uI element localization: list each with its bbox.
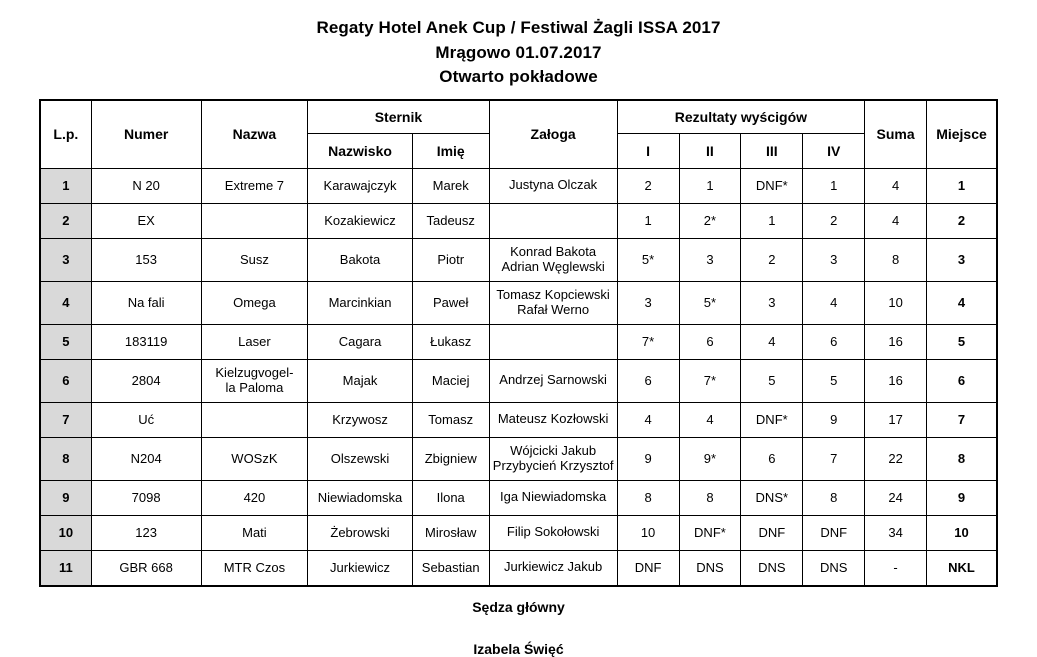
cell-zaloga bbox=[489, 168, 617, 203]
cell-race-1: 5* bbox=[617, 238, 679, 281]
header-suma: Suma bbox=[865, 100, 927, 169]
cell-race-1: 10 bbox=[617, 515, 679, 550]
cell-zaloga-line-1: Andrzej Sarnowski bbox=[499, 372, 607, 388]
cell-imie: Tadeusz bbox=[412, 203, 489, 238]
cell-miejsce: 5 bbox=[927, 324, 997, 359]
cell-race-3: DNF bbox=[741, 515, 803, 550]
cell-imie: Tomasz bbox=[412, 402, 489, 437]
cell-nazwa bbox=[201, 203, 308, 238]
cell-race-4: 8 bbox=[803, 480, 865, 515]
judge-label: Sędza główny bbox=[472, 598, 565, 615]
cell-miejsce: 10 bbox=[927, 515, 997, 550]
cell-suma: 4 bbox=[865, 203, 927, 238]
header-numer: Numer bbox=[91, 100, 201, 169]
cell-race-4: 4 bbox=[803, 281, 865, 324]
cell-miejsce: 8 bbox=[927, 437, 997, 480]
cell-race-3: 6 bbox=[741, 437, 803, 480]
cell-race-2: 9* bbox=[679, 437, 741, 480]
cell-race-1: 7* bbox=[617, 324, 679, 359]
cell-zaloga bbox=[489, 515, 617, 550]
cell-nazwa: Laser bbox=[201, 324, 308, 359]
cell-numer: 2804 bbox=[91, 359, 201, 402]
cell-race-2: 3 bbox=[679, 238, 741, 281]
cell-zaloga-line-2: Rafał Werno bbox=[517, 301, 590, 317]
cell-zaloga bbox=[489, 281, 617, 324]
cell-nazwa: Mati bbox=[201, 515, 308, 550]
cell-lp: 5 bbox=[40, 324, 91, 359]
cell-zaloga bbox=[489, 324, 617, 359]
cell-race-1: 2 bbox=[617, 168, 679, 203]
cell-suma: 4 bbox=[865, 168, 927, 203]
cell-imie: Marek bbox=[412, 168, 489, 203]
cell-nazwisko: Marcinkian bbox=[308, 281, 413, 324]
header-race-1: I bbox=[617, 133, 679, 168]
cell-numer: 153 bbox=[91, 238, 201, 281]
cell-race-4: 9 bbox=[803, 402, 865, 437]
table-row bbox=[40, 515, 997, 550]
cell-miejsce: 3 bbox=[927, 238, 997, 281]
cell-miejsce: 7 bbox=[927, 402, 997, 437]
cell-numer: 183119 bbox=[91, 324, 201, 359]
cell-imie: Mirosław bbox=[412, 515, 489, 550]
cell-nazwisko: Krzywosz bbox=[308, 402, 413, 437]
header-nazwa: Nazwa bbox=[201, 100, 308, 169]
cell-nazwisko: Kozakiewicz bbox=[308, 203, 413, 238]
table-row bbox=[40, 480, 997, 515]
header-nazwisko: Nazwisko bbox=[308, 133, 413, 168]
cell-miejsce: 2 bbox=[927, 203, 997, 238]
cell-lp: 11 bbox=[40, 550, 91, 586]
header-imie: Imię bbox=[412, 133, 489, 168]
cell-lp: 1 bbox=[40, 168, 91, 203]
cell-race-1: 3 bbox=[617, 281, 679, 324]
cell-zaloga-line-1: Filip Sokołowski bbox=[506, 524, 600, 540]
cell-zaloga-line-1: Mateusz Kozłowski bbox=[497, 411, 609, 427]
header-group-sternik: Sternik bbox=[308, 100, 489, 134]
cell-race-1: 9 bbox=[617, 437, 679, 480]
cell-suma: 34 bbox=[865, 515, 927, 550]
cell-race-2: 1 bbox=[679, 168, 741, 203]
table-row bbox=[40, 402, 997, 437]
results-table-head bbox=[40, 100, 997, 169]
cell-race-2: 8 bbox=[679, 480, 741, 515]
document-footer bbox=[0, 599, 1037, 657]
cell-race-3: DNS bbox=[741, 550, 803, 586]
cell-imie: Piotr bbox=[412, 238, 489, 281]
cell-race-4: 1 bbox=[803, 168, 865, 203]
cell-race-2: 2* bbox=[679, 203, 741, 238]
table-row bbox=[40, 437, 997, 480]
cell-race-4: 7 bbox=[803, 437, 865, 480]
title-line-1: Regaty Hotel Anek Cup / Festiwal Żagli ISSA 2017 bbox=[316, 18, 721, 37]
cell-nazwisko: Karawajczyk bbox=[308, 168, 413, 203]
cell-numer: GBR 668 bbox=[91, 550, 201, 586]
results-table-wrapper bbox=[39, 99, 998, 587]
cell-lp: 10 bbox=[40, 515, 91, 550]
cell-numer: N 20 bbox=[91, 168, 201, 203]
cell-race-1: 6 bbox=[617, 359, 679, 402]
cell-lp: 3 bbox=[40, 238, 91, 281]
cell-numer: 7098 bbox=[91, 480, 201, 515]
cell-race-2: DNF* bbox=[679, 515, 741, 550]
cell-suma: 24 bbox=[865, 480, 927, 515]
results-table-body bbox=[40, 168, 997, 586]
cell-nazwa bbox=[201, 402, 308, 437]
cell-imie: Sebastian bbox=[412, 550, 489, 586]
cell-race-1: DNF bbox=[617, 550, 679, 586]
cell-zaloga bbox=[489, 437, 617, 480]
cell-nazwisko: Jurkiewicz bbox=[308, 550, 413, 586]
cell-numer: 123 bbox=[91, 515, 201, 550]
cell-suma: 10 bbox=[865, 281, 927, 324]
cell-zaloga bbox=[489, 238, 617, 281]
cell-race-3: 4 bbox=[741, 324, 803, 359]
title-line-2: Mrągowo 01.07.2017 bbox=[435, 42, 602, 62]
cell-lp: 2 bbox=[40, 203, 91, 238]
cell-zaloga-line-1: Wójcicki Jakub bbox=[510, 442, 597, 458]
cell-suma: 8 bbox=[865, 238, 927, 281]
header-miejsce: Miejsce bbox=[927, 100, 997, 169]
cell-zaloga bbox=[489, 203, 617, 238]
table-row bbox=[40, 168, 997, 203]
cell-race-1: 8 bbox=[617, 480, 679, 515]
cell-imie: Maciej bbox=[412, 359, 489, 402]
table-row bbox=[40, 238, 997, 281]
table-row bbox=[40, 281, 997, 324]
cell-race-4: 6 bbox=[803, 324, 865, 359]
cell-numer: Na fali bbox=[91, 281, 201, 324]
cell-race-2: 4 bbox=[679, 402, 741, 437]
cell-race-3: DNF* bbox=[741, 168, 803, 203]
cell-imie: Zbigniew bbox=[412, 437, 489, 480]
cell-race-1: 1 bbox=[617, 203, 679, 238]
cell-nazwisko: Majak bbox=[308, 359, 413, 402]
cell-race-4: 2 bbox=[803, 203, 865, 238]
header-lp: L.p. bbox=[40, 100, 91, 169]
cell-numer: N204 bbox=[91, 437, 201, 480]
cell-nazwisko: Niewiadomska bbox=[308, 480, 413, 515]
cell-nazwisko: Olszewski bbox=[308, 437, 413, 480]
cell-imie: Łukasz bbox=[412, 324, 489, 359]
cell-suma: 22 bbox=[865, 437, 927, 480]
header-race-3: III bbox=[741, 133, 803, 168]
cell-numer: EX bbox=[91, 203, 201, 238]
cell-nazwa: MTR Czos bbox=[201, 550, 308, 586]
cell-zaloga-line-1: Tomasz Kopciewski bbox=[496, 286, 610, 302]
results-table bbox=[39, 99, 998, 587]
table-row bbox=[40, 203, 997, 238]
cell-race-3: 1 bbox=[741, 203, 803, 238]
cell-nazwisko: Bakota bbox=[308, 238, 413, 281]
cell-nazwa-line-1: Kielzugvogel- bbox=[215, 364, 294, 380]
title-line-3: Otwarto pokładowe bbox=[439, 67, 598, 87]
cell-suma: 16 bbox=[865, 359, 927, 402]
cell-zaloga bbox=[489, 402, 617, 437]
cell-nazwa bbox=[201, 359, 308, 402]
cell-lp: 7 bbox=[40, 402, 91, 437]
cell-nazwisko: Żebrowski bbox=[308, 515, 413, 550]
cell-nazwisko: Cagara bbox=[308, 324, 413, 359]
cell-suma: 16 bbox=[865, 324, 927, 359]
cell-miejsce: 4 bbox=[927, 281, 997, 324]
cell-nazwa: Extreme 7 bbox=[201, 168, 308, 203]
cell-nazwa: Omega bbox=[201, 281, 308, 324]
cell-race-4: 3 bbox=[803, 238, 865, 281]
cell-numer: Uć bbox=[91, 402, 201, 437]
cell-race-2: 5* bbox=[679, 281, 741, 324]
cell-nazwa: WOSzK bbox=[201, 437, 308, 480]
cell-nazwa-line-2: la Paloma bbox=[225, 379, 284, 395]
cell-miejsce: NKL bbox=[927, 550, 997, 586]
cell-zaloga bbox=[489, 480, 617, 515]
cell-race-3: 5 bbox=[741, 359, 803, 402]
document-title-block bbox=[0, 0, 1037, 90]
cell-suma: - bbox=[865, 550, 927, 586]
table-row bbox=[40, 324, 997, 359]
cell-lp: 9 bbox=[40, 480, 91, 515]
cell-suma: 17 bbox=[865, 402, 927, 437]
cell-zaloga-line-2: Przybycień Krzysztof bbox=[492, 457, 614, 473]
header-race-4: IV bbox=[803, 133, 865, 168]
cell-lp: 8 bbox=[40, 437, 91, 480]
cell-race-4: DNS bbox=[803, 550, 865, 586]
cell-miejsce: 1 bbox=[927, 168, 997, 203]
cell-miejsce: 6 bbox=[927, 359, 997, 402]
cell-race-3: DNF* bbox=[741, 402, 803, 437]
cell-race-4: 5 bbox=[803, 359, 865, 402]
cell-zaloga-line-2: Adrian Węglewski bbox=[501, 258, 605, 274]
cell-race-2: 7* bbox=[679, 359, 741, 402]
cell-race-3: DNS* bbox=[741, 480, 803, 515]
header-group-rezultaty: Rezultaty wyścigów bbox=[617, 100, 865, 134]
cell-zaloga-line-1: Iga Niewiadomska bbox=[500, 489, 607, 505]
cell-race-3: 3 bbox=[741, 281, 803, 324]
judge-name: Izabela Święć bbox=[473, 640, 564, 657]
cell-zaloga bbox=[489, 359, 617, 402]
table-row bbox=[40, 359, 997, 402]
cell-race-2: DNS bbox=[679, 550, 741, 586]
cell-lp: 4 bbox=[40, 281, 91, 324]
cell-zaloga-line-1: Justyna Olczak bbox=[509, 177, 598, 193]
cell-miejsce: 9 bbox=[927, 480, 997, 515]
cell-nazwa: 420 bbox=[201, 480, 308, 515]
cell-zaloga-line-1: Jurkiewicz Jakub bbox=[503, 559, 603, 575]
cell-lp: 6 bbox=[40, 359, 91, 402]
cell-race-2: 6 bbox=[679, 324, 741, 359]
cell-imie: Paweł bbox=[412, 281, 489, 324]
header-race-2: II bbox=[679, 133, 741, 168]
cell-race-1: 4 bbox=[617, 402, 679, 437]
cell-zaloga bbox=[489, 550, 617, 586]
cell-zaloga-line-1: Konrad Bakota bbox=[510, 243, 597, 259]
cell-nazwa: Susz bbox=[201, 238, 308, 281]
header-zaloga: Załoga bbox=[489, 100, 617, 169]
cell-race-3: 2 bbox=[741, 238, 803, 281]
table-row bbox=[40, 550, 997, 586]
cell-race-4: DNF bbox=[803, 515, 865, 550]
cell-imie: Ilona bbox=[412, 480, 489, 515]
